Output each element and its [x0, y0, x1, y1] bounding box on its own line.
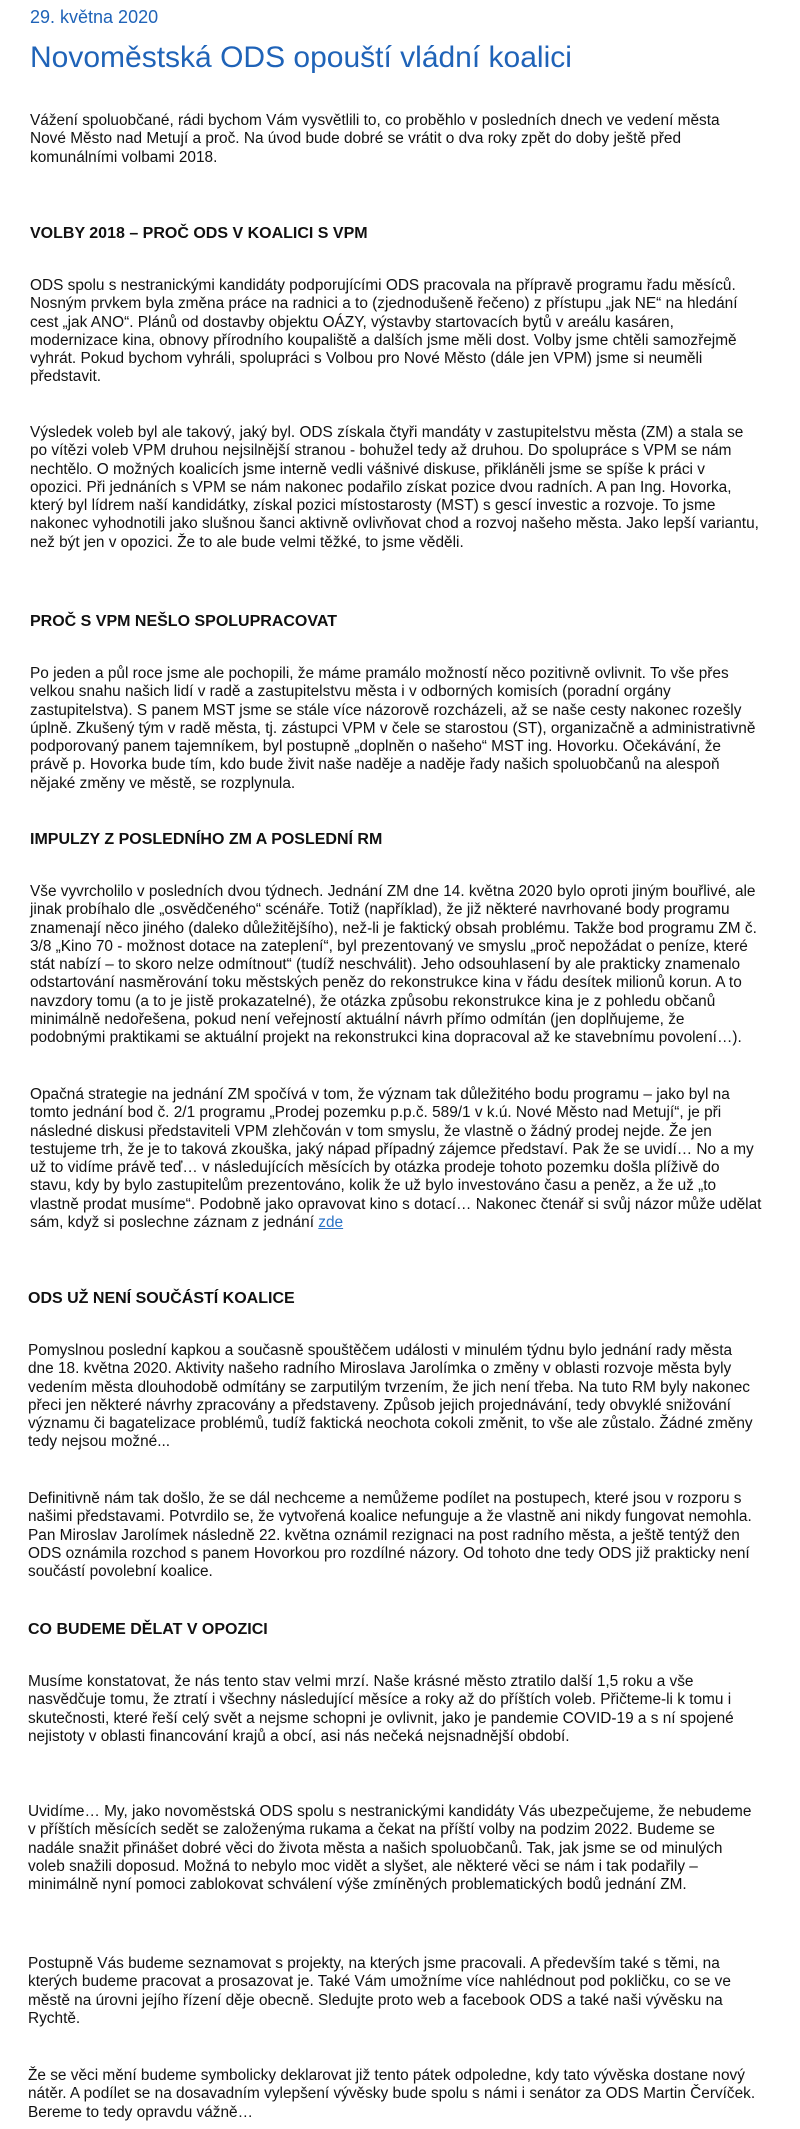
- section-heading-impulzy: IMPULZY Z POSLEDNÍHO ZM A POSLEDNÍ RM: [30, 831, 383, 848]
- section-ods-uz-neni-paragraph-1: Pomyslnou poslední kapkou a současně spouštěčem události v minulém týdnu bylo jednání rady města dne 18. května 2020. Aktivity našeho radního Miroslava Jarolímka o změny v oblasti rozvoje města byly vedením města dlouhodobě odmítány se zarputilým tvrzením, že jich není třeba. Na tuto RM byly nakonec přeci jen některé návrhy zpracovány a představeny. Způsob jejich projednávání, tedy obvyklé snižování významu či bagatelizace problémů, tudíž faktická neochota cokoli změnit, to vše ale zůstalo. Žádné změny tedy nejsou možné...: [28, 1342, 753, 1451]
- section-impulzy-paragraph-2: [30, 1086, 762, 1232]
- section-co-budeme-paragraph-1: Musíme konstatovat, že nás tento stav velmi mrzí. Naše krásné město ztratilo další 1,5 roku a vše nasvědčuje tomu, že ztratí i všechny následující měsíce a roky až do příštích voleb. Přičteme-li k tomu i skutečnosti, které řeší celý svět a nejsme schopni je ovlivnit, jako je pandemie COVID-19 a s ní spojené nejistoty v oblasti financování krajů a obcí, asi nás nečeká nejsnadnější období.: [28, 1673, 734, 1745]
- section-heading-co-budeme: CO BUDEME DĚLAT V OPOZICI: [28, 1621, 268, 1638]
- section-impulzy-paragraph-2-text: Opačná strategie na jednání ZM spočívá v tom, že význam tak důležitého bodu programu – jako byl na tomto jednání bod č. 2/1 programu „Prodej pozemku p.p.č. 589/1 v k.ú. Nové Město nad Metují“, je při následné diskusi představiteli VPM zlehčován v tom smyslu, že vlastně o žádný prodej nejde. Že jen testujeme trh, že je to taková zkouška, jaký nápad případný zájemce představí. Pak že se uvidí… No a my už to vidíme právě teď… v následujících měsících by otázka prodeje tohoto pozemku došla plíživě do stavu, kdy by bylo zastupitelům prezentováno, kolik že už bylo investováno času a peněz, a že už „to vlastně prodat musíme“. Podobně jako opravovat kino s dotací… Nakonec čtenář si svůj názor může udělat sám, když si poslechne záznam z jednání: [30, 1086, 762, 1232]
- section-heading-ods-uz-neni: ODS UŽ NENÍ SOUČÁSTÍ KOALICE: [28, 1290, 295, 1307]
- intro-paragraph: Vážení spoluobčané, rádi bychom Vám vysvětlili to, co proběhlo v posledních dnech ve vedení města Nové Město nad Metují a proč. Na úvod bude dobré se vrátit o dva roky zpět do doby ještě před komunálními volbami 2018.: [30, 112, 720, 166]
- section-proc-s-vpm-paragraph-1: Po jeden a půl roce jsme ale pochopili, že máme pramálo možností něco pozitivně ovlivnit. To vše přes velkou snahu našich lidí v radě a zastupitelstvu města i v odborných komisích (poradní orgány zastupitelstva). S panem MST jsme se stále více názorově rozcházeli, až se naše cesty nakonec rozešly úplně. Zkušený tým v radě města, tj. zástupci VPM v čele se starostou (ST), organizačně a administrativně podporovaný panem tajemníkem, byl postupně „doplněn o našeho“ MST ing. Hovorku. Očekávání, že právě p. Hovorka bude tím, kdo bude živit naše naděje a naděje řady našich spoluobčanů na alespoň nějaké změny ve městě, se rozplynula.: [30, 665, 756, 792]
- article-title: Novoměstská ODS opouští vládní koalici: [30, 41, 572, 74]
- section-co-budeme-paragraph-3: Postupně Vás budeme seznamovat s projekty, na kterých jsme pracovali. A především také s těmi, na kterých budeme pracovat a prosazovat je. Také Vám umožníme více nahlédnout pod pokličku, co se ve městě na úrovni jejího řízení děje obecně. Sledujte proto web a facebook ODS a také naši vývěsku na Rychtě.: [28, 1955, 731, 2027]
- recording-link[interactable]: zde: [318, 1214, 344, 1232]
- section-co-budeme-paragraph-2: Uvidíme… My, jako novoměstská ODS spolu s nestranickými kandidáty Vás ubezpečujeme, že nebudeme v příštích měsících sedět se založenýma rukama a čekat na příští volby na podzim 2022. Budeme se nadále snažit přinášet dobré věci do života města a našich spoluobčanů. Tak, jak jsme se od minulých voleb snažili doposud. Možná to nebylo moc vidět a slyšet, ale některé věci se nám i tak podařily – minimálně nyní pomoci zablokovat schválení výše zmíněných problematických bodů jednání ZM.: [28, 1803, 752, 1894]
- section-volby-2018-paragraph-2: Výsledek voleb byl ale takový, jaký byl. ODS získala čtyři mandáty v zastupitelstvu města (ZM) a stala se po vítězi voleb VPM druhou nejsilnější stranou - bohužel tedy až druhou. Do spolupráce s VPM se nám nechtělo. O možných koalicích jsme interně vedli vášnivé diskuse, přikláněli jsme se spíše k práci v opozici. Při jednáních s VPM se nám nakonec podařilo získat pozice dvou radních. A pan Ing. Hovorka, který byl lídrem naší kandidátky, získal pozici místostarosty (MST) s gescí investic a rozvoje. To jsme nakonec vyhodnotili jako slušnou šanci aktivně ovlivňovat chod a rozvoj našeho města. Jako lepší variantu, než být jen v opozici. Že to ale bude velmi těžké, to jsme věděli.: [30, 424, 759, 551]
- section-heading-proc-s-vpm: PROČ S VPM NEŠLO SPOLUPRACOVAT: [30, 613, 337, 630]
- article-date: 29. května 2020: [30, 7, 159, 27]
- section-heading-volby-2018: VOLBY 2018 – PROČ ODS V KOALICI S VPM: [30, 225, 368, 242]
- section-volby-2018-paragraph-1: ODS spolu s nestranickými kandidáty podporujícími ODS pracovala na přípravě programu řadu měsíců. Nosným prvkem byla změna práce na radnici a to (zjednodušeně řečeno) z přístupu „jak NE“ na hledání cest „jak ANO“. Plánů od dostavby objektu OÁZY, výstavby startovacích bytů v areálu kasáren, modernizace kina, obnovy přírodního koupaliště a dalších jsme měli dost. Volby jsme chtěli samozřejmě vyhrát. Pokud bychom vyhráli, spolupráci s Volbou pro Nové Město (dále jen VPM) jsme si neuměli představit.: [30, 277, 738, 386]
- section-co-budeme-paragraph-4: Že se věci mění budeme symbolicky deklarovat již tento pátek odpoledne, kdy tato vývěska dostane nový nátěr. A podílet se na dosavadním vylepšení vývěsky bude spolu s námi i senátor za ODS Martin Červíček. Bereme to tedy opravdu vážně…: [28, 2067, 756, 2121]
- section-ods-uz-neni-paragraph-2: Definitivně nám tak došlo, že se dál nechceme a nemůžeme podílet na postupech, které jsou v rozporu s našimi představami. Potvrdilo se, že vytvořená koalice nefunguje a že vlastně ani nikdy fungovat nemohla. Pan Miroslav Jarolímek následně 22. května oznámil rezignaci na post radního města, a ještě tentýž den ODS oznámila rozchod s panem Hovorkou pro rozdílné názory. Od tohoto dne tedy ODS již prakticky není součástí povolební koalice.: [28, 1490, 752, 1581]
- section-impulzy-paragraph-1: Vše vyvrcholilo v posledních dvou týdnech. Jednání ZM dne 14. května 2020 bylo oproti jiným bouřlivé, ale jinak probíhalo dle „osvědčeného“ scénáře. Totiž (například), že již některé navrhované body programu znamenají něco jiného (daleko důležitějšího), než-li je faktický obsah problému. Takže bod programu ZM č. 3/8 „Kino 70 - možnost dotace na zateplení“, byl prezentovaný ve smyslu „proč nepožádat o peníze, které stát nabízí – to skoro nelze odmítnout“ (tudíž neschválit). Jeho odsouhlasení by ale prakticky znamenalo odstartování nasměrování toku městských peněz do rekonstrukce kina v řádu desítek milionů korun. A to navzdory tomu (a to je jistě prokazatelné), že otázka způsobu rekonstrukce kina je z pohledu občanů minimálně nedořešena, pokud není veřejností aktuální návrh přímo odmítán (jen doplňujeme, že podobnými praktikami se aktuální projekt na rekonstrukci kina dopracoval až ke stavebnímu povolení…).: [30, 883, 757, 1047]
